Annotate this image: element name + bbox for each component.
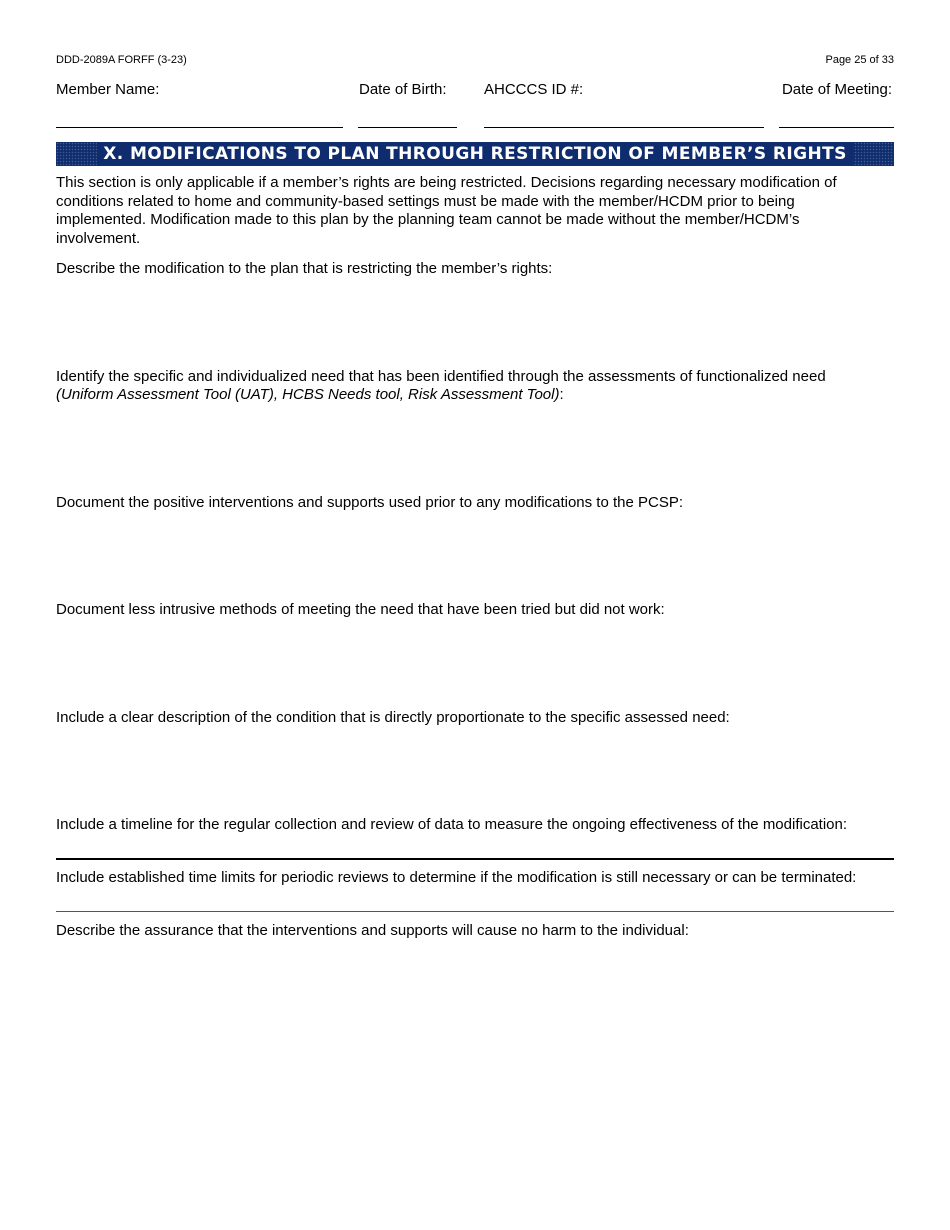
date-of-meeting-label: Date of Meeting: [781,81,892,98]
condition-description-field[interactable] [56,731,894,811]
no-harm-prompt: Describe the assurance that the interventions and supports will cause no harm to the individual: [56,922,689,939]
section-title: X. MODIFICATIONS TO PLAN THROUGH RESTRICTION OF MEMBER’S RIGHTS [97,143,852,165]
describe-modification-field[interactable] [56,282,894,362]
identify-need-prompt: Identify the specific and individualized need that has been identified through the assessments of functionalized need [56,368,826,385]
positive-interventions-prompt: Document the positive interventions and supports used prior to any modifications to the PCSP: [56,494,684,511]
condition-description-prompt: Include a clear description of the condition that is directly proportionate to the specific assessed need: [56,709,730,726]
member-name-field[interactable] [56,127,343,128]
section-banner [56,142,894,166]
form-id: DDD-2089A FORFF (3-23) [56,54,187,66]
ahcccs-id-field[interactable] [484,127,764,128]
identify-need-tools-line [56,386,564,405]
timeline-prompt: Include a timeline for the regular collection and review of data to measure the ongoing effectiveness of the modification: [56,816,848,833]
no-harm-field[interactable] [56,944,894,1064]
time-limits-field[interactable] [56,911,894,912]
identify-need-colon: : [559,386,564,403]
time-limits-prompt: Include established time limits for periodic reviews to determine if the modification is still necessary or can be terminated: [56,869,857,886]
date-of-birth-label: Date of Birth: [359,81,447,98]
assessment-tools-text: (Uniform Assessment Tool (UAT), HCBS Needs tool, Risk Assessment Tool) [56,386,560,403]
date-of-birth-field[interactable] [358,127,457,128]
describe-modification-prompt: Describe the modification to the plan that is restricting the member’s rights: [56,260,553,277]
page-number: Page 25 of 33 [825,54,894,66]
date-of-meeting-field[interactable] [779,127,894,128]
identify-need-field[interactable] [56,408,894,488]
less-intrusive-prompt: Document less intrusive methods of meeting the need that have been tried but did not work: [56,601,665,618]
timeline-field[interactable] [56,858,894,860]
ahcccs-id-label: AHCCCS ID #: [484,81,584,98]
less-intrusive-field[interactable] [56,623,894,703]
member-name-label: Member Name: [56,81,160,98]
positive-interventions-field[interactable] [56,516,894,596]
section-intro: This section is only applicable if a member’s rights are being restricted. Decisions regarding necessary modification of conditions related to home and community-based settings must be made with the member/HCDM prior to being implemented. Modification made to this plan by the planning team cannot be made without the member/HCDM’s involvement. [56,174,837,247]
